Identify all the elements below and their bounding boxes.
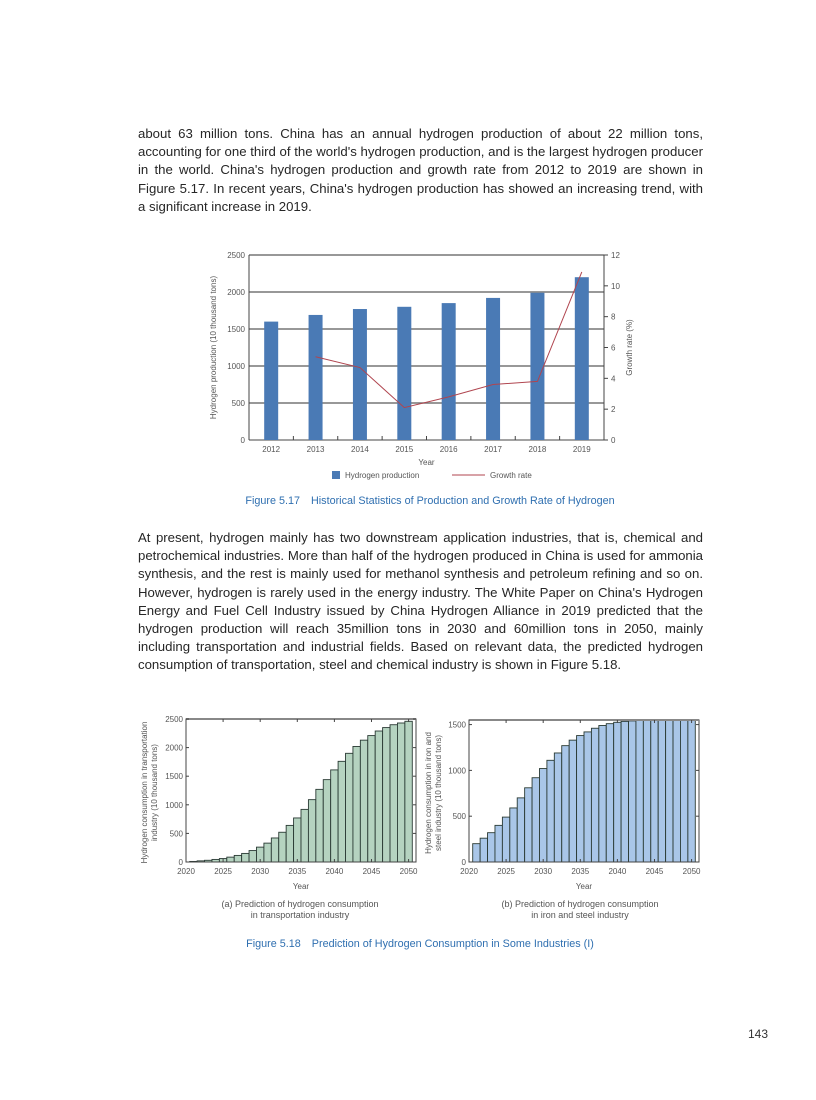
- svg-text:2050: 2050: [682, 867, 701, 876]
- svg-text:1500: 1500: [448, 720, 466, 730]
- bar-2049: [397, 723, 404, 862]
- bar-2037: [591, 728, 598, 862]
- bar-2036: [301, 809, 308, 862]
- bar-2035: [294, 818, 301, 862]
- bar-2038: [599, 725, 606, 862]
- bar-2046: [658, 720, 665, 862]
- svg-text:2000: 2000: [227, 288, 245, 297]
- svg-text:2025: 2025: [214, 867, 232, 876]
- bar-2032: [271, 838, 278, 862]
- bar-2026: [510, 808, 517, 862]
- bar-2017: [486, 298, 500, 440]
- svg-text:steel industry (10 thousand to: steel industry (10 thousand tons): [434, 734, 443, 852]
- svg-text:0: 0: [240, 436, 245, 445]
- bar-2036: [584, 732, 591, 862]
- bar-2026: [227, 857, 234, 862]
- bar-2038: [316, 789, 323, 862]
- svg-text:Year: Year: [292, 882, 310, 891]
- bar-2042: [629, 721, 636, 862]
- bar-2046: [375, 731, 382, 862]
- bar-2029: [249, 851, 256, 862]
- svg-text:Hydrogen consumption in iron a: Hydrogen consumption in iron and: [424, 732, 433, 854]
- page-number: 143: [748, 1027, 769, 1041]
- svg-text:2500: 2500: [227, 251, 245, 260]
- figure-title: Prediction of Hydrogen Consumption in Some Industries (I): [311, 938, 594, 950]
- svg-text:1000: 1000: [165, 800, 183, 810]
- svg-text:2018: 2018: [528, 445, 547, 454]
- subcaption-b-line2: in iron and steel industry: [531, 910, 629, 920]
- bar-2039: [323, 780, 330, 862]
- bar-2045: [651, 720, 658, 862]
- figure-title: Historical Statistics of Production and Growth Rate of Hydrogen: [310, 495, 615, 507]
- figure-number: Figure 5.18: [246, 938, 301, 950]
- svg-text:6: 6: [611, 343, 616, 353]
- subcaption-b-line1: (b) Prediction of hydrogen consumption: [501, 899, 659, 909]
- bar-2019: [575, 277, 589, 440]
- bar-2021: [473, 844, 480, 862]
- svg-text:Growth rate: Growth rate: [490, 471, 532, 480]
- bar-2050: [688, 720, 695, 862]
- svg-text:2025: 2025: [497, 867, 515, 876]
- bar-2033: [562, 746, 569, 862]
- subcaption-a-line1: (a) Prediction of hydrogen consumption: [221, 899, 379, 909]
- paragraph-applications: [138, 529, 703, 675]
- bar-2043: [636, 720, 643, 862]
- svg-text:2035: 2035: [571, 867, 590, 876]
- bar-2027: [517, 798, 524, 862]
- svg-text:1500: 1500: [165, 772, 183, 782]
- svg-text:2020: 2020: [177, 867, 195, 876]
- svg-text:500: 500: [169, 829, 183, 839]
- svg-text:0: 0: [178, 858, 183, 867]
- bar-2028: [242, 853, 249, 862]
- bar-2050: [405, 721, 412, 862]
- figure-5-17-caption: [22, 495, 816, 507]
- bar-2033: [279, 832, 286, 862]
- bar-2037: [308, 800, 315, 862]
- svg-text:2012: 2012: [262, 445, 281, 454]
- bar-2034: [569, 740, 576, 862]
- paragraph-text: about 63 million tons. China has an annual hydrogen production of about 22 million tons, accounting for one third of the world's hydrogen production, and is the largest hydrogen producer in the world. China's hydrogen production and growth rate from 2012 to 2019 are shown in Figure 5.17. In recent years, China's hydrogen production has showed an increasing trend, with a significant increase in 2019.: [138, 126, 703, 214]
- svg-text:Year: Year: [575, 882, 593, 891]
- svg-text:Year: Year: [418, 458, 435, 467]
- figure-number: Figure 5.17: [245, 495, 300, 507]
- bar-2047: [666, 720, 673, 862]
- bar-2023: [488, 833, 495, 862]
- figure-5-18-caption: [12, 938, 816, 950]
- bar-2048: [390, 725, 397, 862]
- subcaption-b: [475, 899, 685, 921]
- svg-text:2030: 2030: [251, 867, 270, 876]
- svg-text:2015: 2015: [395, 445, 414, 454]
- svg-text:10: 10: [611, 281, 620, 291]
- svg-text:Hydrogen consumption in transp: Hydrogen consumption in transportation: [140, 721, 149, 864]
- bar-2040: [614, 722, 621, 862]
- bar-2028: [525, 788, 532, 862]
- svg-text:1500: 1500: [227, 325, 245, 334]
- svg-text:2013: 2013: [306, 445, 325, 454]
- bar-2041: [621, 721, 628, 862]
- bar-2031: [547, 760, 554, 862]
- svg-text:2030: 2030: [534, 867, 553, 876]
- svg-text:4: 4: [611, 374, 616, 384]
- bar-2045: [368, 736, 375, 862]
- bar-2043: [353, 746, 360, 862]
- bar-2032: [554, 753, 561, 862]
- svg-text:2019: 2019: [572, 445, 591, 454]
- svg-text:2014: 2014: [351, 445, 369, 454]
- svg-text:Hydrogen production: Hydrogen production: [345, 471, 420, 480]
- bar-2040: [331, 770, 338, 862]
- svg-text:1000: 1000: [448, 766, 466, 776]
- svg-text:2020: 2020: [460, 867, 478, 876]
- figure-5-18a-chart: [135, 700, 425, 895]
- bar-2039: [606, 724, 613, 862]
- svg-text:0: 0: [611, 436, 616, 445]
- paragraph-intro: [138, 125, 703, 216]
- figure-5-18b-chart: [420, 700, 710, 895]
- bar-2047: [383, 728, 390, 862]
- svg-text:8: 8: [611, 312, 616, 322]
- svg-text:2035: 2035: [288, 867, 307, 876]
- bar-2013: [309, 315, 323, 440]
- bar-2049: [680, 720, 687, 862]
- subcaption-a: [195, 899, 405, 921]
- figure-5-17-chart: [200, 245, 650, 485]
- bar-2048: [673, 720, 680, 862]
- bar-2031: [264, 843, 271, 862]
- svg-text:2016: 2016: [439, 445, 458, 454]
- svg-text:500: 500: [452, 812, 466, 822]
- svg-text:2017: 2017: [484, 445, 502, 454]
- svg-text:2: 2: [611, 405, 616, 415]
- bar-2044: [643, 720, 650, 862]
- bar-2022: [480, 838, 487, 862]
- bar-2042: [346, 753, 353, 862]
- svg-text:500: 500: [231, 399, 245, 408]
- svg-text:Growth rate (%): Growth rate (%): [625, 319, 634, 376]
- bar-2027: [234, 855, 241, 862]
- bar-2029: [532, 778, 539, 862]
- bar-2044: [360, 740, 367, 862]
- bar-2018: [530, 293, 544, 440]
- svg-text:2050: 2050: [399, 867, 418, 876]
- bar-2024: [495, 825, 502, 862]
- bar-2012: [264, 322, 278, 440]
- paragraph-text: At present, hydrogen mainly has two downstream application industries, that is, chemical and petrochemical industries. More than half of the hydrogen produced in China is used for ammonia synthesis, and the rest is mainly used for methanol synthesis and petroleum refining and so on. However, hydrogen is rarely used in the energy industry. The White Paper on China's Hydrogen Energy and Fuel Cell Industry issued by China Hydrogen Alliance in 2019 predicted that the hydrogen production will reach 35million tons in 2030 and 60million tons in 2050, mainly including transportation and industrial fields. Based on relevant data, the predicted hydrogen consumption of transportation, steel and chemical industry is shown in Figure 5.18.: [138, 530, 703, 673]
- bar-2015: [397, 307, 411, 440]
- svg-text:Hydrogen production (10 thousa: Hydrogen production (10 thousand tons): [209, 275, 218, 420]
- svg-text:2500: 2500: [165, 715, 183, 724]
- bar-2025: [502, 817, 509, 862]
- svg-text:0: 0: [461, 858, 466, 867]
- svg-text:2040: 2040: [325, 867, 344, 876]
- bar-2014: [353, 309, 367, 440]
- svg-text:2040: 2040: [608, 867, 627, 876]
- svg-text:2045: 2045: [645, 867, 664, 876]
- bar-2016: [442, 303, 456, 440]
- bar-2030: [539, 769, 546, 862]
- bar-2035: [577, 736, 584, 862]
- bar-2041: [338, 761, 345, 862]
- svg-text:2000: 2000: [165, 743, 183, 753]
- subcaption-a-line2: in transportation industry: [250, 910, 350, 920]
- svg-text:1000: 1000: [227, 362, 245, 371]
- svg-text:industry (10 thousand tons): industry (10 thousand tons): [150, 744, 159, 841]
- bar-2034: [286, 825, 293, 862]
- svg-text:2045: 2045: [362, 867, 381, 876]
- svg-text:12: 12: [611, 251, 620, 260]
